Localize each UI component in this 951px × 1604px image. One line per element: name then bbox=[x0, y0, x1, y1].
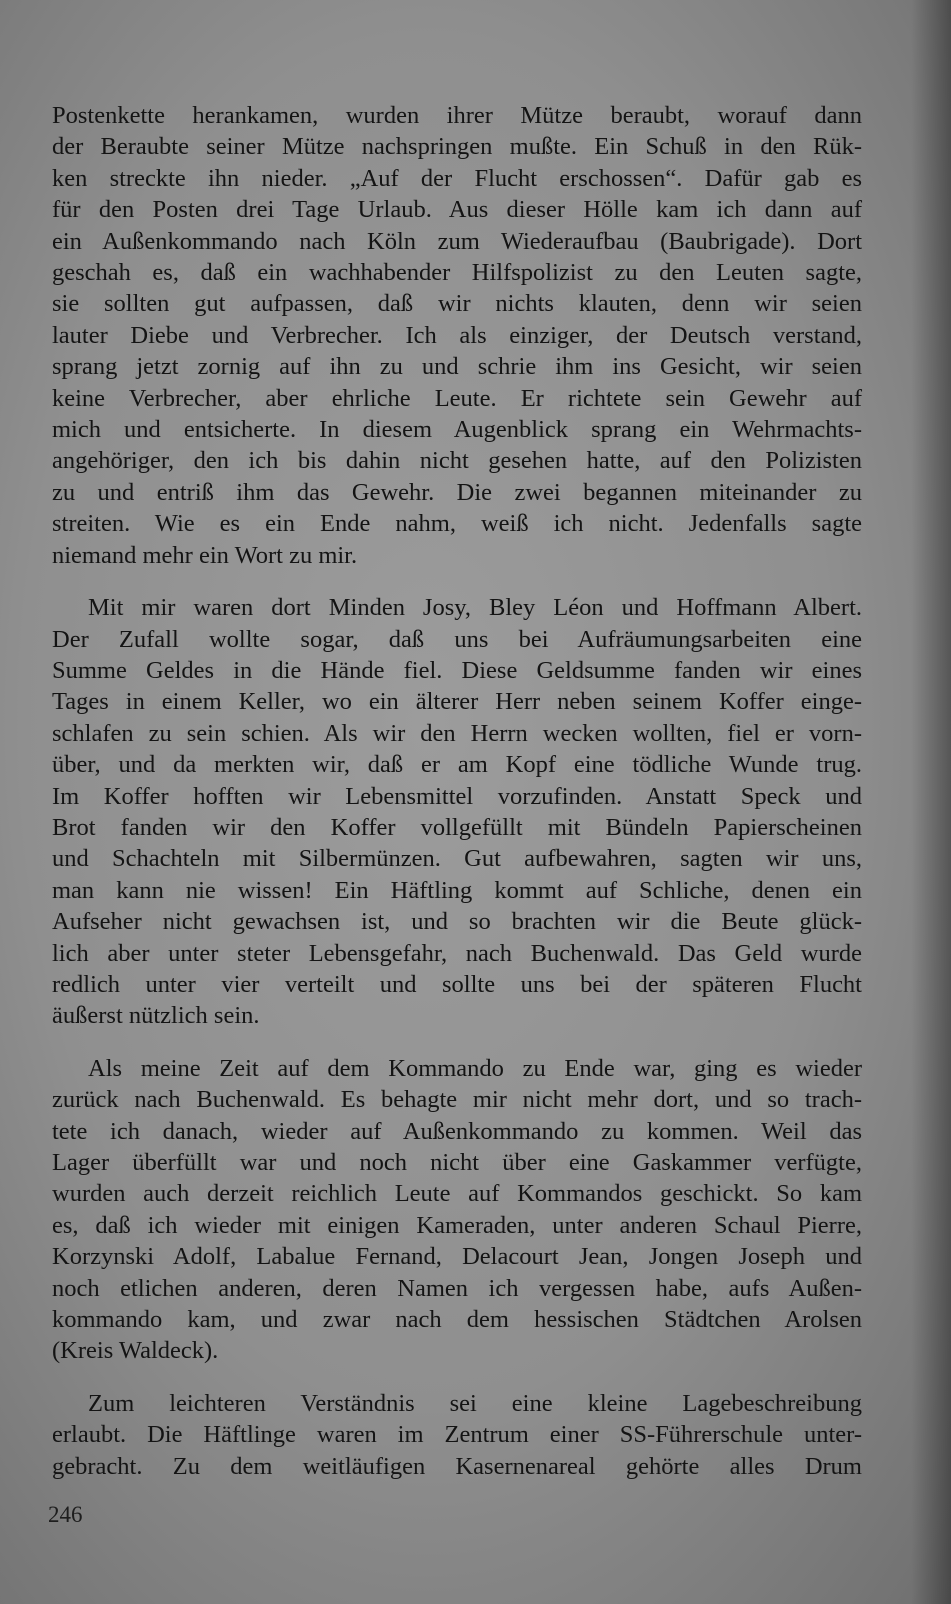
text-line: erlaubt. Die Häftlinge waren im Zentrum einer SS-Führerschule unter- bbox=[52, 1421, 862, 1449]
text-line: der Beraubte seiner Mütze nachspringen mußte. Ein Schuß in den Rük- bbox=[52, 133, 862, 161]
text-line: lauter Diebe und Verbrecher. Ich als einziger, der Deutsch verstand, bbox=[52, 321, 862, 349]
text-line: sprang jetzt zornig auf ihn zu und schrie ihm ins Gesicht, wir seien bbox=[52, 353, 862, 381]
text-line: tete ich danach, wieder auf Außenkommando zu kommen. Weil das bbox=[52, 1117, 862, 1145]
paragraph bbox=[52, 592, 862, 1032]
paragraph bbox=[52, 1053, 862, 1367]
text-line: schlafen zu sein schien. Als wir den Herrn wecken wollten, fiel er vorn- bbox=[52, 719, 862, 747]
text-line: Aufseher nicht gewachsen ist, und so brachten wir die Beute glück- bbox=[52, 908, 862, 936]
text-line: redlich unter vier verteilt und sollte uns bei der späteren Flucht bbox=[52, 970, 862, 998]
text-line: keine Verbrecher, aber ehrliche Leute. Er richtete sein Gewehr auf bbox=[52, 384, 862, 412]
body-text bbox=[52, 100, 862, 1503]
text-line: über, und da merkten wir, daß er am Kopf eine tödliche Wunde trug. bbox=[52, 751, 862, 779]
text-line: zu und entriß ihm das Gewehr. Die zwei begannen miteinander zu bbox=[52, 478, 862, 506]
text-line: noch etlichen anderen, deren Namen ich vergessen habe, aufs Außen- bbox=[52, 1274, 862, 1302]
text-line: ein Außenkommando nach Köln zum Wiederaufbau (Baubrigade). Dort bbox=[52, 227, 862, 255]
text-line: kommando kam, und zwar nach dem hessischen Städtchen Arolsen bbox=[52, 1306, 862, 1334]
text-line: angehöriger, den ich bis dahin nicht gesehen hatte, auf den Polizisten bbox=[52, 447, 862, 475]
text-line: ken streckte ihn nieder. „Auf der Flucht erschossen“. Dafür gab es bbox=[52, 164, 862, 192]
text-line: sie sollten gut aufpassen, daß wir nichts klauten, denn wir seien bbox=[52, 290, 862, 318]
text-line: Im Koffer hofften wir Lebensmittel vorzufinden. Anstatt Speck und bbox=[52, 782, 862, 810]
text-line: Summe Geldes in die Hände fiel. Diese Geldsumme fanden wir eines bbox=[52, 656, 862, 684]
text-line: Mit mir waren dort Minden Josy, Bley Léon und Hoffmann Albert. bbox=[88, 594, 862, 622]
text-line: wurden auch derzeit reichlich Leute auf Kommandos geschickt. So kam bbox=[52, 1180, 862, 1208]
text-line: Brot fanden wir den Koffer vollgefüllt mit Bündeln Papierscheinen bbox=[52, 813, 862, 841]
paragraph bbox=[52, 100, 862, 571]
page-number: 246 bbox=[48, 1502, 83, 1527]
text-line: äußerst nützlich sein. bbox=[52, 1002, 260, 1030]
text-line: Korzynski Adolf, Labalue Fernand, Delacourt Jean, Jongen Joseph und bbox=[52, 1243, 862, 1271]
text-line: (Kreis Waldeck). bbox=[52, 1337, 219, 1365]
text-line: Als meine Zeit auf dem Kommando zu Ende war, ging es wieder bbox=[88, 1054, 862, 1082]
text-line: streiten. Wie es ein Ende nahm, weiß ich nicht. Jedenfalls sagte bbox=[52, 510, 862, 538]
text-line: es, daß ich wieder mit einigen Kameraden, unter anderen Schaul Pierre, bbox=[52, 1211, 862, 1239]
text-line: Der Zufall wollte sogar, daß uns bei Aufräumungsarbeiten eine bbox=[52, 625, 862, 653]
text-line: Postenkette herankamen, wurden ihrer Mütze beraubt, worauf dann bbox=[52, 102, 862, 129]
text-line: niemand mehr ein Wort zu mir. bbox=[52, 541, 358, 569]
text-line: gebracht. Zu dem weitläufigen Kasernenareal gehörte alles Drum bbox=[52, 1452, 862, 1480]
paragraph bbox=[52, 1388, 862, 1482]
text-line: zurück nach Buchenwald. Es behagte mir nicht mehr dort, und so trach- bbox=[52, 1086, 862, 1114]
text-line: geschah es, daß ein wachhabender Hilfspolizist zu den Leuten sagte, bbox=[52, 259, 862, 287]
text-line: für den Posten drei Tage Urlaub. Aus dieser Hölle kam ich dann auf bbox=[52, 196, 862, 224]
text-line: mich und entsicherte. In diesem Augenblick sprang ein Wehrmachts- bbox=[52, 416, 862, 444]
text-line: Lager überfüllt war und noch nicht über eine Gaskammer verfügte, bbox=[52, 1149, 862, 1176]
text-line: lich aber unter steter Lebensgefahr, nach Buchenwald. Das Geld wurde bbox=[52, 939, 862, 967]
text-line: Tages in einem Keller, wo ein älterer Herr neben seinem Koffer einge- bbox=[52, 688, 862, 716]
text-line: man kann nie wissen! Ein Häftling kommt auf Schliche, denen ein bbox=[52, 876, 862, 904]
text-line: und Schachteln mit Silbermünzen. Gut aufbewahren, sagten wir uns, bbox=[52, 845, 862, 873]
text-line: Zum leichteren Verständnis sei eine kleine Lagebeschreibung bbox=[88, 1389, 862, 1417]
